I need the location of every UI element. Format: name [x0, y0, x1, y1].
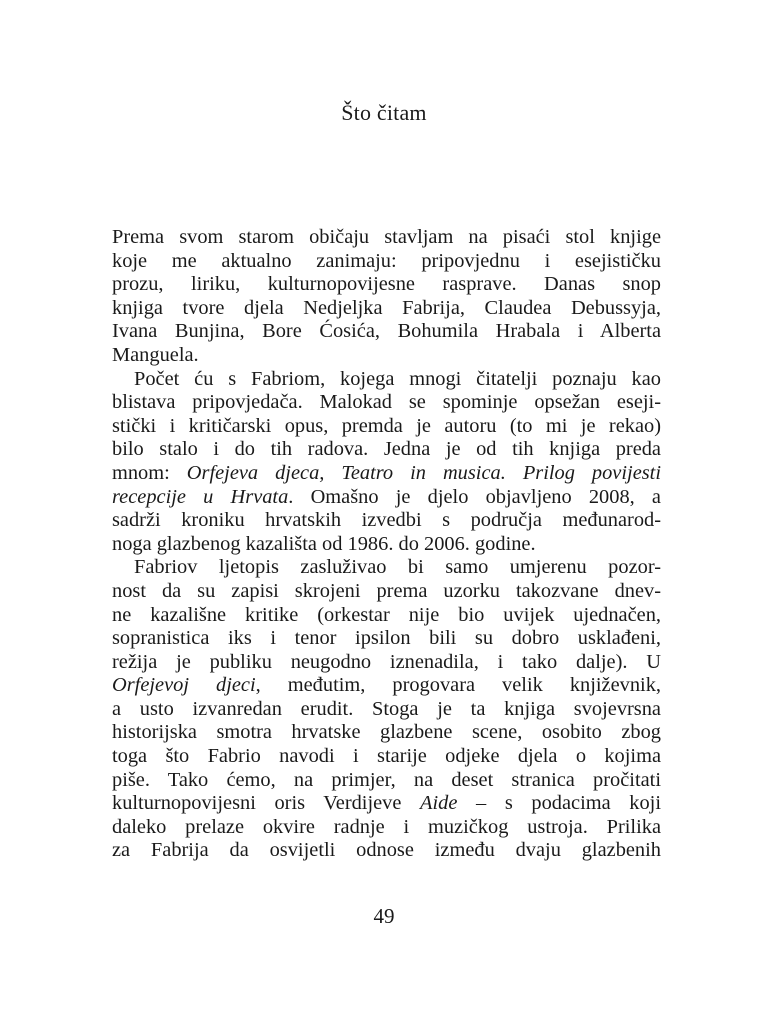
text-line	[112, 486, 661, 510]
text-run: Prema svom starom običaju stavljam na pisaći stol knjige	[112, 226, 661, 248]
text-run: piše. Tako ćemo, na primjer, na deset stranica pročitati	[112, 768, 661, 791]
text-line	[112, 344, 661, 368]
text-line	[112, 438, 661, 462]
text-run: – s podacima koji	[457, 792, 661, 815]
body-text	[112, 226, 661, 863]
text-line	[112, 556, 661, 580]
text-run: Manguela.	[112, 343, 199, 366]
text-line	[112, 698, 661, 722]
italic-title-text: recepcije u Hrvata	[112, 485, 289, 508]
text-run: bilo stalo i do tih radova. Jedna je od tih knjiga preda	[112, 438, 661, 461]
text-line	[112, 297, 661, 321]
text-run: knjiga tvore djela Nedjeljka Fabrija, Claudea Debussyja,	[112, 296, 661, 319]
text-run: režija je publiku neugodno iznenadila, i tako dalje). U	[112, 650, 661, 673]
text-run: noga glazbenog kazališta od 1986. do 2006. godine.	[112, 532, 536, 555]
text-line	[112, 391, 661, 415]
text-line	[112, 226, 661, 250]
text-line	[112, 368, 661, 392]
text-line	[112, 533, 661, 557]
paragraph	[112, 226, 661, 368]
text-run: sadrži kroniku hrvatskih izvedbi s područja međunarod-	[112, 509, 661, 532]
text-run: prozu, liriku, kulturnopovijesne rasprave. Danas snop	[112, 273, 661, 296]
text-run: sopranistica iks i tenor ipsilon bili su dobro usklađeni,	[112, 627, 661, 650]
text-run: kulturnopovijesni oris Verdijeve	[112, 792, 421, 815]
text-run: koje me aktualno zanimaju: pripovjednu i esejističku	[112, 249, 661, 272]
text-line	[112, 580, 661, 604]
text-line	[112, 651, 661, 675]
text-line	[112, 604, 661, 628]
text-run: mnom:	[112, 461, 187, 484]
text-line	[112, 627, 661, 651]
text-run: nost da su zapisi skrojeni prema uzorku takozvane dnev-	[112, 579, 661, 602]
chapter-title: Što čitam	[341, 100, 427, 125]
text-run: blistava pripovjedača. Malokad se spominje opsežan eseji-	[112, 391, 661, 414]
italic-title-text: Orfejeva djeca, Teatro in musica. Prilog povijesti	[186, 461, 662, 484]
text-line	[112, 509, 661, 533]
text-line	[112, 839, 661, 863]
paragraph	[112, 556, 661, 863]
text-line	[112, 462, 661, 486]
text-run: historijska smotra hrvatske glazbene scene, osobito zbog	[112, 721, 661, 744]
paragraph	[112, 368, 661, 557]
text-run: stički i kritičarski opus, premda je autoru (to mi je rekao)	[112, 414, 661, 437]
text-line	[112, 674, 661, 698]
italic-title-text: Orfejevoj djeci	[112, 674, 256, 697]
text-run: , međutim, progovara velik književnik,	[255, 674, 661, 697]
page-number: 49	[373, 904, 395, 928]
text-line	[112, 816, 661, 840]
text-line	[112, 769, 661, 793]
text-run: za Fabrija da osvijetli odnose između dvaju glazbenih	[112, 839, 661, 862]
text-run: daleko prelaze okvire radnje i muzičkog ustroja. Prilika	[112, 815, 661, 838]
text-run: . Omašno je djelo objavljeno 2008, a	[288, 485, 661, 508]
text-run: Fabriov ljetopis zasluživao bi samo umjerenu pozor-	[134, 556, 661, 579]
text-line	[112, 415, 661, 439]
text-line	[112, 250, 661, 274]
text-run: Počet ću s Fabriom, kojega mnogi čitatelji poznaju kao	[134, 367, 661, 390]
text-run: Ivana Bunjina, Bore Ćosića, Bohumila Hrabala i Alberta	[112, 320, 661, 343]
text-line	[112, 320, 661, 344]
italic-title-text: Aide	[420, 792, 458, 815]
text-run: ne kazališne kritike (orkestar nije bio uvijek ujednačen,	[112, 603, 661, 626]
text-run: a usto izvanredan erudit. Stoga je ta knjiga svojevrsna	[112, 697, 661, 720]
text-line	[112, 721, 661, 745]
text-line	[112, 792, 661, 816]
text-line	[112, 745, 661, 769]
text-line	[112, 273, 661, 297]
text-run: toga što Fabrio navodi i starije odjeke djela o kojima	[112, 745, 661, 768]
